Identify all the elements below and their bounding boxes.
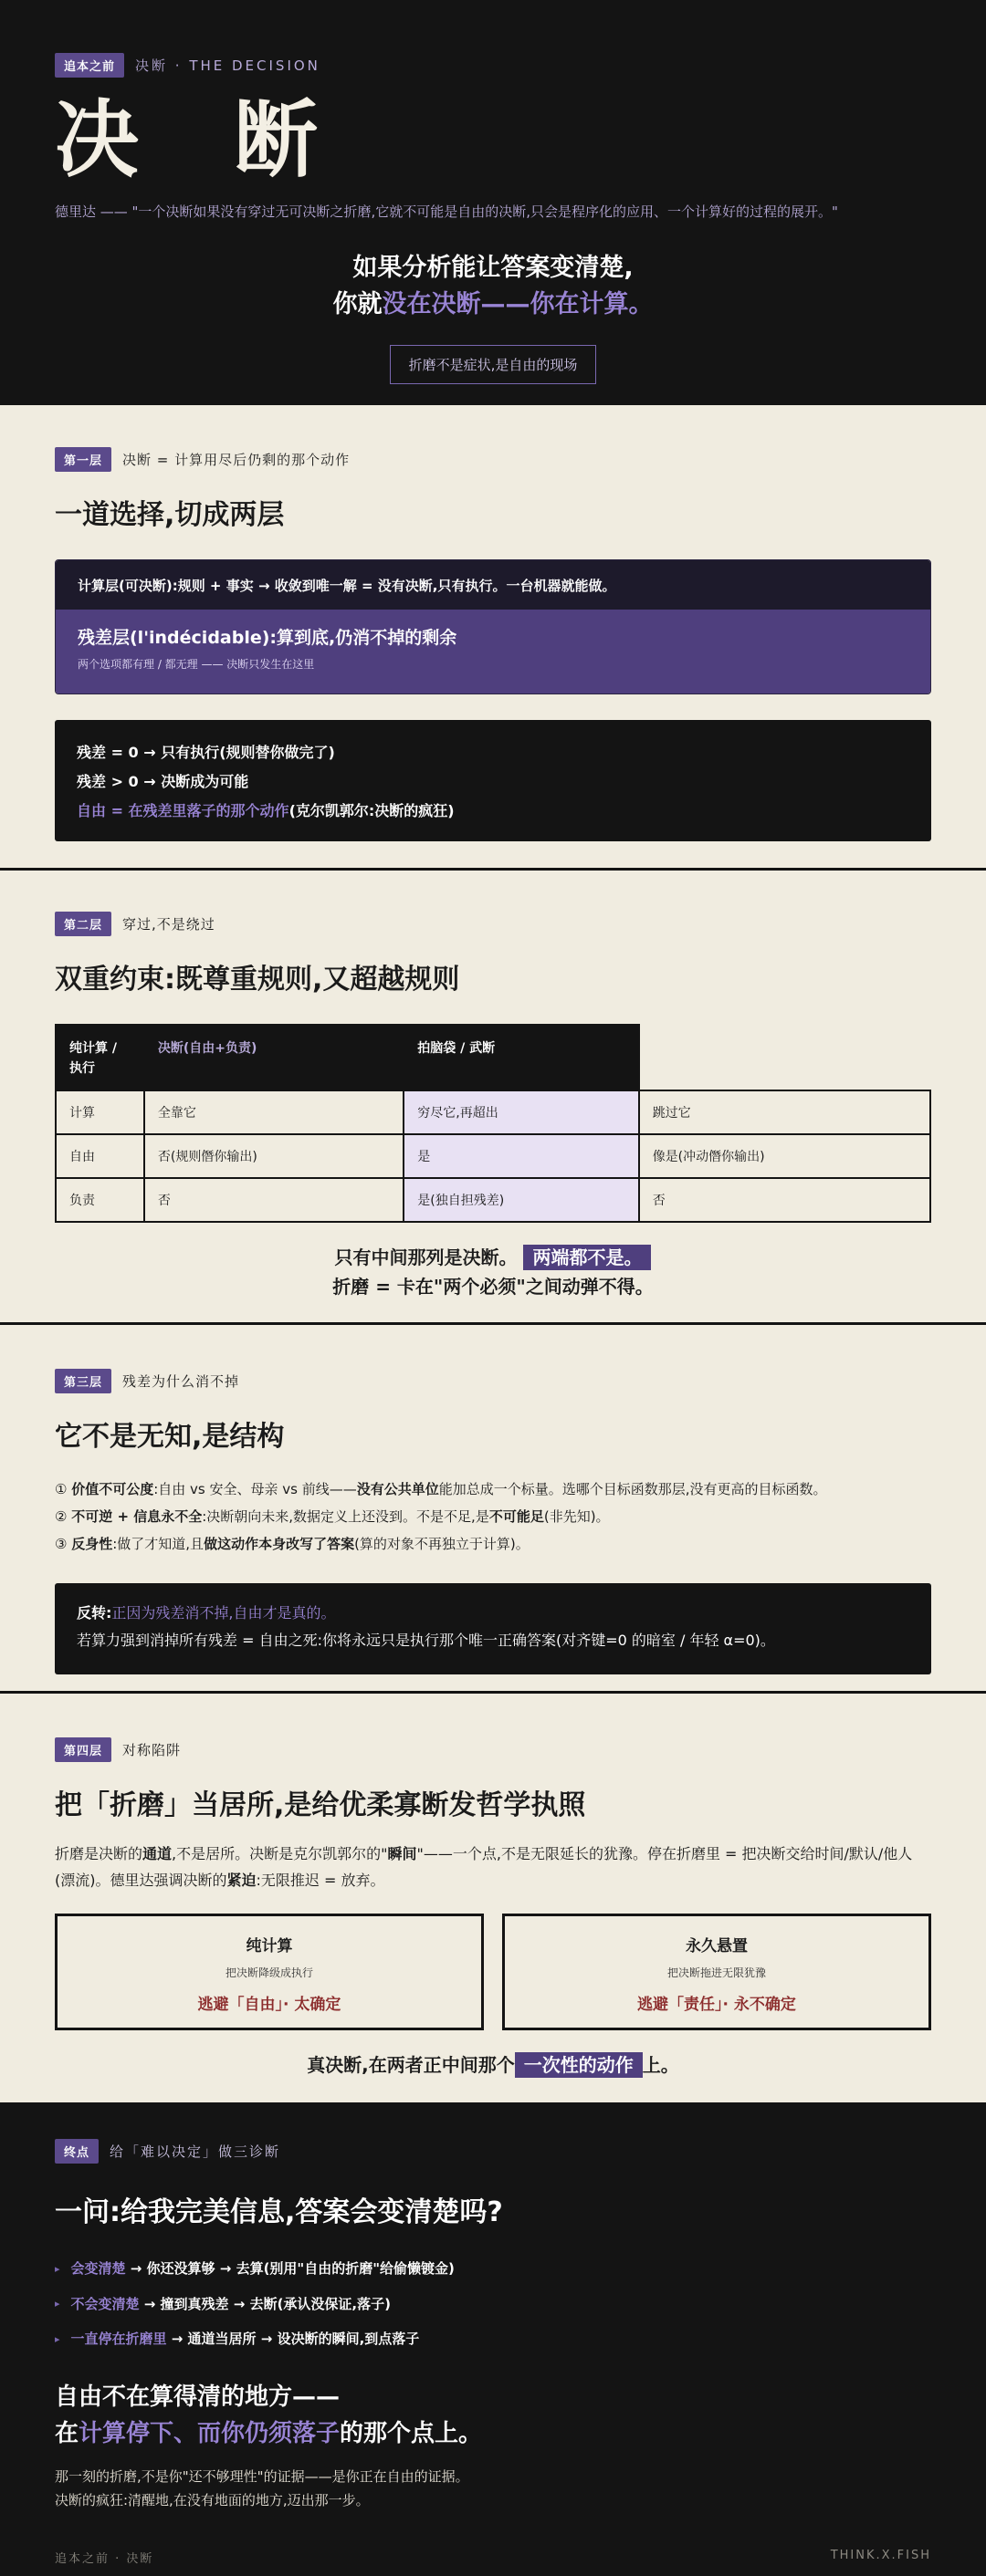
table-row — [56, 1178, 930, 1222]
reason-text: :决断朝向未来,数据定义上还没到。不是不足,是 — [202, 1508, 489, 1525]
diagnosis-action: → 通道当居所 → 设决断的瞬间,到点落子 — [166, 2331, 420, 2347]
layer-4-paragraph — [55, 1841, 931, 1893]
reason-list — [55, 1476, 931, 1558]
reason-text: :自由 vs 安全、母亲 vs 前线—— — [153, 1481, 357, 1497]
permanent-suspension-card — [502, 1914, 931, 2030]
para-keyword: 通道 — [142, 1845, 173, 1862]
layer-1-section — [0, 405, 986, 871]
reason-keyword: 价值不可公度 — [71, 1481, 154, 1497]
summary-line-3-highlight: 自由 = 在残差里落子的那个动作 — [77, 802, 289, 819]
para-text: "——一个点,不是无限延长的犹豫。停在折磨里 = 把决断交给时间/默认/他人(漂流)。德里达强调决断的 — [55, 1845, 913, 1889]
reason-keyword: 做这动作本身改写了答案 — [204, 1536, 355, 1552]
layer-4-title: 把「折磨」当居所,是给优柔寡断发哲学执照 — [55, 1789, 586, 1821]
hero-line-2-prefix: 你就 — [332, 290, 383, 318]
card-subtitle: 把决断降级成执行 — [225, 1966, 313, 1979]
table-header: 拍脑袋 / 武断 — [404, 1025, 638, 1090]
layer-2-title: 双重约束:既尊重规则,又超越规则 — [55, 964, 460, 996]
summary-line-3 — [77, 797, 909, 826]
table-cell: 自由 — [56, 1134, 144, 1178]
final-subtitle: 给「难以决定」做三诊断 — [110, 2143, 281, 2160]
layer-3-subtitle: 残差为什么消不掉 — [122, 1373, 240, 1390]
table-cell: 全靠它 — [144, 1090, 404, 1134]
final-title: 一问:给我完美信息,答案会变清楚吗? — [55, 2196, 503, 2228]
para-text: :无限推迟 = 放弃。 — [256, 1872, 385, 1889]
diagnosis-condition: 一直停在折磨里 — [70, 2331, 167, 2347]
table-header-empty — [639, 1025, 930, 1090]
reason-keyword: 反身性 — [71, 1536, 113, 1552]
residual-layer-sub: 两个选项都有理 / 都无理 —— 决断只发生在这里 — [78, 658, 315, 671]
conclusion-text: 真决断,在两者正中间那个 — [307, 2054, 515, 2076]
reason-item — [55, 1530, 931, 1558]
residual-layer — [56, 610, 930, 694]
page-title: 决 断 — [55, 90, 351, 189]
diagnosis-action: → 你还没算够 → 去算(别用"自由的折磨"给偷懒镀金) — [125, 2260, 455, 2277]
footer-left: 追本之前 · 决断 — [55, 2551, 154, 2566]
pure-calculation-card — [55, 1914, 484, 2030]
reason-keyword: 不可逆 + 信息永不全 — [71, 1508, 203, 1525]
layer-2-subtitle: 穿过,不是绕过 — [122, 916, 215, 933]
reason-number: ③ — [55, 1536, 72, 1552]
hero-quote: 德里达 —— "一个决断如果没有穿过无可决断之折磨,它就不可能是自由的决断,只会是程序化的应用、一个计算好的过程的展开。" — [55, 203, 838, 220]
footer — [55, 2549, 931, 2566]
residual-layer-title: 残差层(l'indécidable):算到底,仍消不掉的剩余 — [78, 628, 457, 648]
final-section — [0, 2102, 986, 2576]
layer-3-title: 它不是无知,是结构 — [55, 1421, 285, 1453]
final-tag: 终点 — [55, 2139, 99, 2164]
hero-header — [55, 53, 931, 78]
para-keyword: 紧迫 — [226, 1872, 257, 1889]
card-warning: 逃避「责任」· 永不确定 — [637, 1996, 796, 2014]
reversal-highlight: 正因为残差消不掉,自由才是真的。 — [111, 1604, 336, 1622]
hero-subtitle: 决断 · THE DECISION — [135, 57, 320, 74]
hero-line-2-highlight: 没在决断——你在计算。 — [382, 290, 654, 318]
reason-item — [55, 1476, 931, 1503]
diagnosis-condition: 不会变清楚 — [70, 2295, 140, 2312]
diagnosis-item — [55, 2287, 931, 2322]
table-cell: 负责 — [56, 1178, 144, 1222]
hero-line-2 — [55, 287, 931, 323]
reversal-label: 反转: — [77, 1604, 112, 1622]
statement-highlight: 计算停下、而你仍须落子 — [79, 2419, 341, 2447]
table-cell: 穷尽它,再超出 — [404, 1090, 638, 1134]
layer-diagram — [55, 559, 931, 694]
final-note — [55, 2465, 931, 2512]
diagnosis-condition: 会变清楚 — [70, 2260, 126, 2277]
diagnosis-action: → 撞到真残差 → 去断(承认没保证,落子) — [139, 2295, 391, 2312]
layer-2-section — [0, 871, 986, 1325]
conclusion-pill: 两端都不是。 — [523, 1245, 651, 1270]
reason-text: (算的对象不再独立于计算)。 — [354, 1536, 530, 1552]
conclusion-line-1: 只有中间那列是决断。 — [334, 1246, 518, 1268]
layer-4-subtitle: 对称陷阱 — [122, 1742, 182, 1758]
table-cell: 否 — [639, 1178, 930, 1222]
para-keyword: 瞬间 — [387, 1845, 417, 1862]
diagnosis-item — [55, 2321, 931, 2357]
comparison-table — [55, 1024, 931, 1223]
table-header: 纯计算 / 执行 — [56, 1025, 144, 1090]
hero-section — [0, 0, 986, 405]
reason-keyword: 不可能足 — [488, 1508, 544, 1525]
card-warning: 逃避「自由」· 太确定 — [197, 1996, 341, 2014]
table-cell: 是(独自担残差) — [404, 1178, 638, 1222]
para-text: 折磨是决断的 — [55, 1845, 143, 1862]
table-header: 决断(自由+负责) — [144, 1025, 404, 1090]
hero-badge: 折磨不是症状,是自由的现场 — [390, 345, 597, 384]
reason-number: ① — [55, 1481, 72, 1497]
diagnosis-item — [55, 2251, 931, 2287]
final-note-line-1: 那一刻的折磨,不是你"还不够理性"的证据——是你正在自由的证据。 — [55, 2467, 469, 2485]
conclusion-line-2: 折磨 = 卡在"两个必须"之间动弹不得。 — [332, 1276, 654, 1298]
reason-item — [55, 1503, 931, 1530]
trap-comparison — [55, 1914, 931, 2030]
table-conclusion — [55, 1243, 931, 1301]
summary-line-3-rest: (克尔凯郭尔:决断的疯狂) — [288, 802, 455, 819]
reversal-box — [55, 1583, 931, 1674]
reason-keyword: 没有公共单位 — [356, 1481, 439, 1497]
para-text: ,不是居所。决断是克尔凯郭尔的" — [172, 1845, 388, 1862]
table-cell: 是 — [404, 1134, 638, 1178]
final-statement-line-1: 自由不在算得清的地方—— — [55, 2383, 341, 2411]
calculation-layer: 计算层(可决断):规则 + 事实 → 收敛到唯一解 = 没有决断,只有执行。一台机器就能做。 — [56, 560, 930, 610]
final-note-line-2: 决断的疯狂:清醒地,在没有地面的地方,迈出那一步。 — [55, 2491, 370, 2508]
layer-4-section — [0, 1694, 986, 2102]
layer-4-conclusion — [55, 2050, 931, 2077]
table-cell: 计算 — [56, 1090, 144, 1134]
layer-2-tag: 第二层 — [55, 912, 111, 936]
table-row — [56, 1134, 930, 1178]
diagnosis-list — [55, 2251, 931, 2357]
reversal-line-2: 若算力强到消掉所有残差 = 自由之死:你将永远只是执行那个唯一正确答案(对齐键=0 的暗室 / 年轻 α=0)。 — [77, 1632, 775, 1649]
footer-brand: THINK.X.FISH — [830, 2548, 931, 2562]
layer-1-tag: 第一层 — [55, 447, 111, 472]
table-row — [56, 1090, 930, 1134]
summary-line-2: 残差 > 0 → 决断成为可能 — [77, 773, 249, 790]
conclusion-text: 上。 — [642, 2054, 679, 2076]
reason-text: :做了才知道,且 — [112, 1536, 205, 1552]
residual-summary-box — [55, 720, 931, 841]
layer-1-subtitle: 决断 = 计算用尽后仍剩的那个动作 — [122, 452, 351, 468]
hero-line-1: 如果分析能让答案变清楚, — [352, 254, 634, 282]
final-statement — [55, 2379, 931, 2452]
table-header-row — [56, 1025, 930, 1090]
hero-question — [55, 250, 931, 323]
reason-number: ② — [55, 1508, 72, 1525]
table-cell: 像是(冲动僭你输出) — [639, 1134, 930, 1178]
table-cell: 否 — [144, 1178, 404, 1222]
layer-3-section — [0, 1325, 986, 1694]
layer-1-title: 一道选择,切成两层 — [55, 499, 285, 531]
reason-text: 能加总成一个标量。选哪个目标函数那层,没有更高的目标函数。 — [438, 1481, 827, 1497]
card-title: 纯计算 — [246, 1937, 293, 1955]
final-statement-line-2 — [55, 2415, 931, 2452]
table-cell: 跳过它 — [639, 1090, 930, 1134]
statement-prefix: 在 — [55, 2419, 79, 2447]
statement-rest: 的那个点上。 — [340, 2419, 483, 2447]
reason-text: (非先知)。 — [543, 1508, 610, 1525]
layer-4-tag: 第四层 — [55, 1737, 111, 1762]
table-cell: 否(规则僭你输出) — [144, 1134, 404, 1178]
summary-line-1: 残差 = 0 → 只有执行(规则替你做完了) — [77, 744, 335, 761]
card-title: 永久悬置 — [686, 1937, 748, 1955]
conclusion-pill: 一次性的动作 — [515, 2052, 643, 2078]
layer-3-tag: 第三层 — [55, 1369, 111, 1393]
hero-tag: 追本之前 — [55, 53, 124, 78]
card-subtitle: 把决断拖进无限犹豫 — [666, 1966, 766, 1979]
